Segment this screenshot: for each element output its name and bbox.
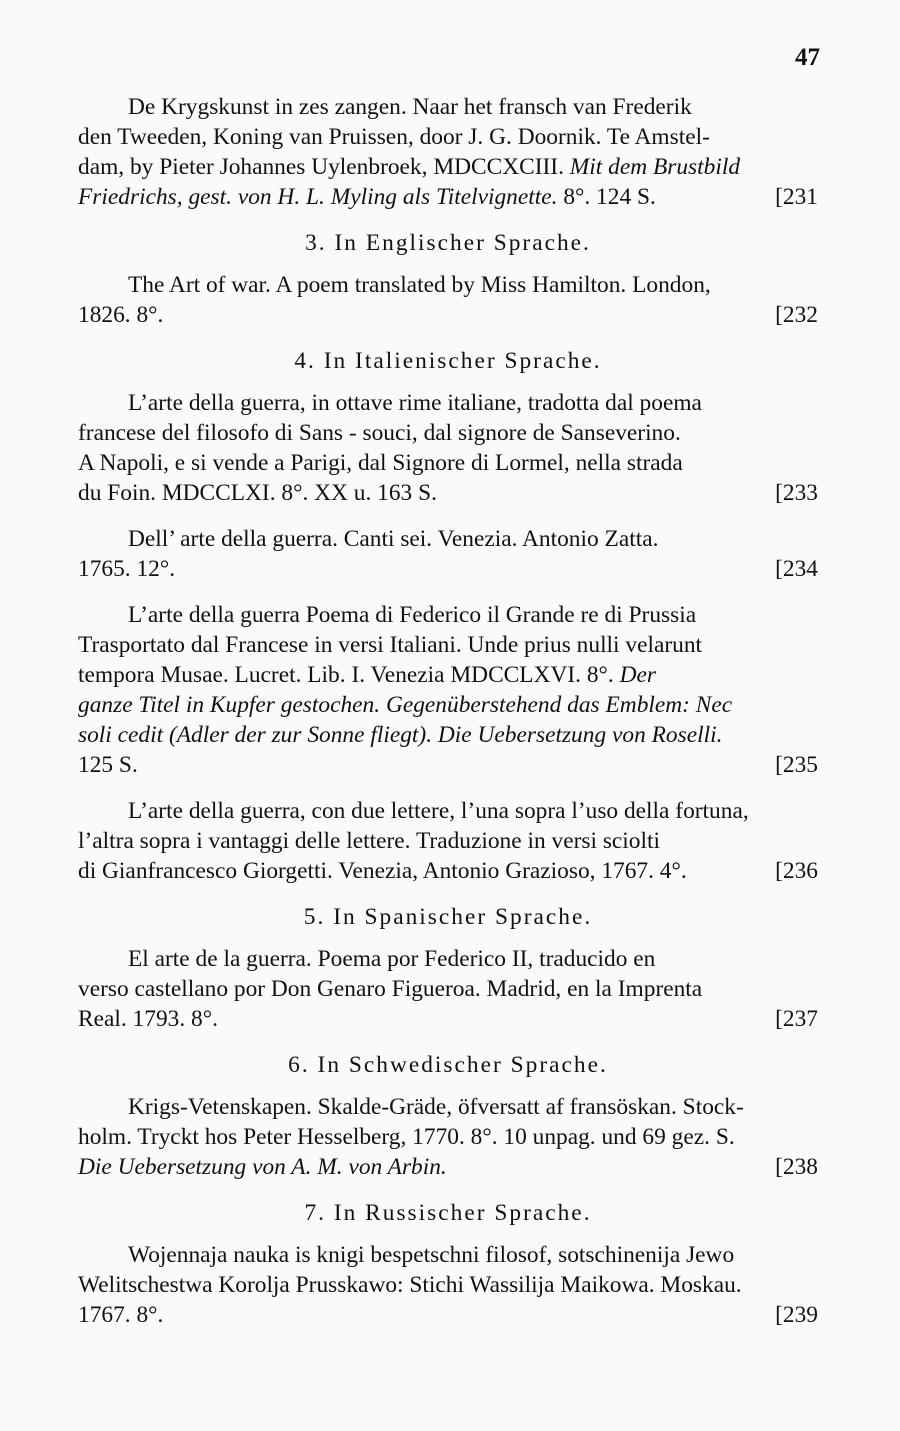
entry-line: verso castellano por Don Genaro Figueroa. Madrid, en la Imprenta — [78, 976, 703, 1002]
bibliography-entry-233 — [78, 388, 818, 508]
entry-text: du Foin. MDCCLXI. 8°. XX u. 163 S. — [78, 480, 437, 506]
entry-text: Real. 1793. 8°. — [78, 1006, 218, 1032]
bibliography-entry-239 — [78, 1240, 818, 1330]
bibliography-entry-235 — [78, 600, 818, 780]
entry-line — [78, 1300, 818, 1330]
entry-number: [237 — [775, 1006, 818, 1032]
entry-line: El arte de la guerra. Poema por Federico II, traducido en — [128, 946, 656, 972]
entry-text: 125 S. — [78, 752, 138, 778]
entry-line — [78, 720, 818, 750]
entry-number: [234 — [775, 556, 818, 582]
entry-line — [78, 690, 818, 720]
entry-line — [78, 1004, 818, 1034]
entry-line: l’altra sopra i vantaggi delle lettere. Traduzione in versi sciolti — [78, 828, 661, 854]
page-number: 47 — [795, 44, 820, 71]
entry-line — [78, 182, 818, 212]
entry-line: A Napoli, e si vende a Parigi, dal Signore di Lormel, nella strada — [78, 450, 683, 476]
entry-note: soli cedit (Adler der zur Sonne fliegt). Die Uebersetzung von Roselli. — [78, 722, 723, 748]
bibliography-entry-236 — [78, 796, 818, 886]
entry-number: [238 — [775, 1154, 818, 1180]
entry-line: L’arte della guerra, con due lettere, l’una sopra l’uso della fortuna, — [128, 798, 749, 824]
entry-text: tempora Musae. Lucret. Lib. I. Venezia MDCCLXVI. 8°. — [78, 662, 614, 688]
entry-note: Mit dem Brustbild — [569, 154, 741, 180]
entry-line — [78, 750, 818, 780]
entry-note: Friedrichs, gest. von H. L. Myling als Titelvignette. — [78, 184, 558, 210]
entry-line: Krigs-Vetenskapen. Skalde-Gräde, öfversatt af fransöskan. Stock- — [128, 1094, 744, 1120]
entry-line — [78, 300, 818, 330]
entry-number: [235 — [775, 752, 818, 778]
text-column — [78, 92, 818, 1346]
entry-text: 1826. 8°. — [78, 302, 164, 328]
bibliography-entry-234 — [78, 524, 818, 584]
entry-line — [78, 478, 818, 508]
entry-line: Wojennaja nauka is knigi bespetschni filosof, sotschinenija Jewo — [128, 1242, 735, 1268]
entry-line: francese del filosofo di Sans - souci, dal signore de Sanseverino. — [78, 420, 681, 446]
entry-note: Der — [619, 662, 656, 688]
entry-note: Die Uebersetzung von A. M. von Arbin. — [78, 1154, 447, 1180]
bibliography-entry-237 — [78, 944, 818, 1034]
entry-line — [78, 554, 818, 584]
entry-line: Dell’ arte della guerra. Canti sei. Venezia. Antonio Zatta. — [128, 526, 659, 552]
entry-number: [236 — [775, 858, 818, 884]
entry-line: Trasportato dal Francese in versi Italiani. Unde prius nulli velarunt — [78, 632, 703, 658]
entry-number: [232 — [775, 302, 818, 328]
section-heading: 4. In Italienischer Sprache. — [294, 348, 602, 374]
entry-number: [233 — [775, 480, 818, 506]
entry-line: L’arte della guerra Poema di Federico il Grande re di Prussia — [128, 602, 697, 628]
entry-number: [231 — [775, 184, 818, 210]
entry-line: L’arte della guerra, in ottave rime italiane, tradotta dal poema — [128, 390, 702, 416]
entry-number: [239 — [775, 1302, 818, 1328]
entry-text: 1767. 8°. — [78, 1302, 164, 1328]
entry-text: 8°. 124 S. — [563, 184, 656, 210]
entry-line: The Art of war. A poem translated by Miss Hamilton. London, — [128, 272, 711, 298]
bibliography-entry-232 — [78, 270, 818, 330]
entry-line: den Tweeden, Koning van Pruissen, door J. G. Doornik. Te Amstel- — [78, 124, 710, 150]
entry-line: De Krygskunst in zes zangen. Naar het fransch van Frederik — [128, 94, 692, 120]
entry-text: 1765. 12°. — [78, 556, 176, 582]
bibliography-entry-231 — [78, 92, 818, 212]
section-heading: 7. In Russischer Sprache. — [304, 1200, 592, 1226]
entry-text: dam, by Pieter Johannes Uylenbroek, MDCCXCIII. — [78, 154, 564, 180]
section-heading: 6. In Schwedischer Sprache. — [288, 1052, 608, 1078]
entry-line: Welitschestwa Korolja Prusskawo: Stichi Wassilija Maikowa. Moskau. — [78, 1272, 742, 1298]
entry-note: ganze Titel in Kupfer gestochen. Gegenüberstehend das Emblem: Nec — [78, 692, 733, 718]
entry-text: di Gianfrancesco Giorgetti. Venezia, Antonio Grazioso, 1767. 4°. — [78, 858, 687, 884]
entry-line — [78, 152, 818, 182]
section-heading: 5. In Spanischer Sprache. — [303, 904, 593, 930]
entry-line: holm. Tryckt hos Peter Hesselberg, 1770. 8°. 10 unpag. und 69 gez. S. — [78, 1124, 735, 1150]
bibliography-entry-238 — [78, 1092, 818, 1182]
entry-line — [78, 660, 818, 690]
entry-line — [78, 856, 818, 886]
section-heading: 3. In Englischer Sprache. — [305, 230, 591, 256]
entry-line — [78, 1152, 818, 1182]
